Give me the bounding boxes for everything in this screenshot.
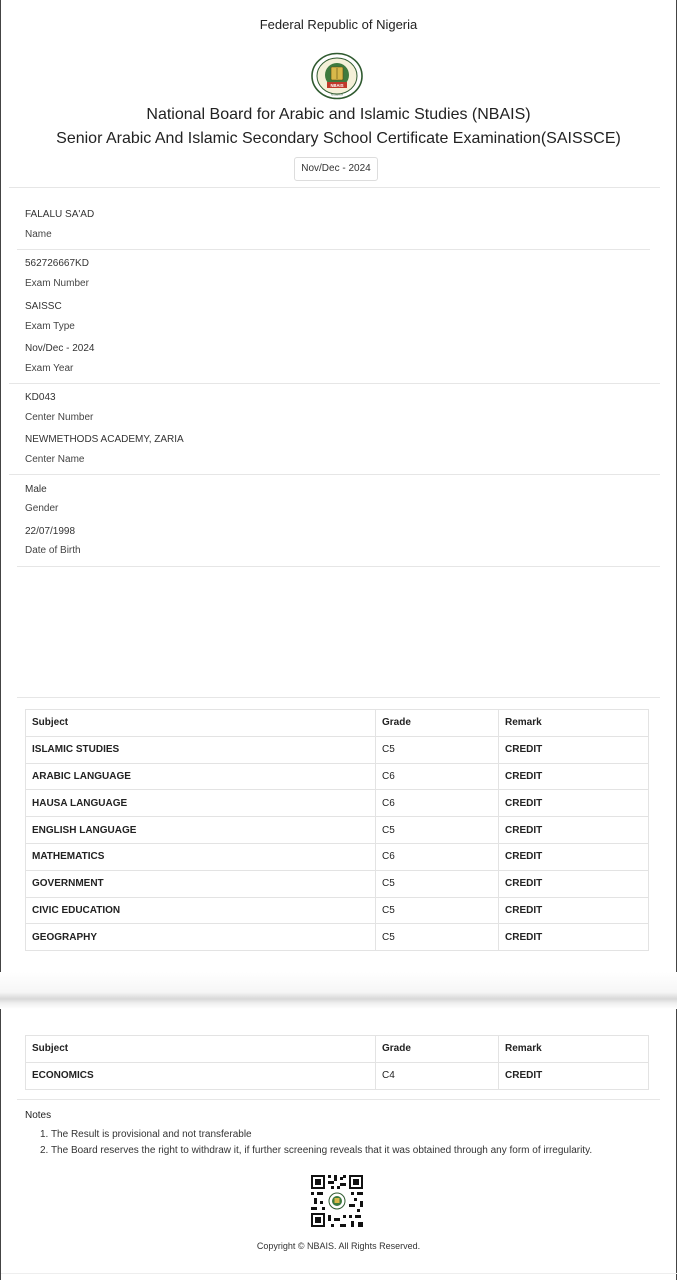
- remark-cell: CREDIT: [499, 817, 649, 844]
- notes-title: Notes: [25, 1110, 52, 1121]
- table-row: [26, 1062, 649, 1089]
- subject-cell: ARABIC LANGUAGE: [26, 763, 376, 790]
- table-row: [26, 763, 649, 790]
- subject-header: Subject: [26, 710, 376, 737]
- subject-cell: ENGLISH LANGUAGE: [26, 817, 376, 844]
- divider: [1, 1273, 677, 1274]
- exam-type-value: SAISSC: [25, 301, 62, 312]
- remark-cell: CREDIT: [499, 924, 649, 951]
- exam-number-value: 562726667KD: [25, 258, 89, 269]
- logo-footer-text: NIGERIA: [330, 92, 344, 97]
- grade-header: Grade: [376, 1036, 499, 1063]
- grade-cell: C6: [376, 843, 499, 870]
- copyright-text: Copyright © NBAIS. All Rights Reserved.: [256, 1241, 421, 1251]
- subject-cell: CIVIC EDUCATION: [26, 897, 376, 924]
- grade-cell: C6: [376, 763, 499, 790]
- subject-cell: GEOGRAPHY: [26, 924, 376, 951]
- exam-year-value: Nov/Dec - 2024: [25, 343, 95, 354]
- note-item-1: 1. The Result is provisional and not transferable: [40, 1129, 252, 1140]
- table-header-row: [26, 710, 649, 737]
- grade-cell: C5: [376, 897, 499, 924]
- qr-code-icon: [310, 1174, 364, 1228]
- dob-label: Date of Birth: [25, 545, 81, 556]
- dob-value: 22/07/1998: [25, 526, 76, 537]
- remark-cell: CREDIT: [499, 763, 649, 790]
- gender-label: Gender: [25, 503, 59, 514]
- remark-header: Remark: [499, 710, 649, 737]
- logo-text: NBAIS: [330, 82, 344, 88]
- candidate-name-label: Name: [25, 229, 52, 240]
- result-page-2: [0, 1009, 677, 1280]
- divider: [9, 474, 660, 475]
- table-row: [26, 897, 649, 924]
- exam-year-label: Exam Year: [25, 363, 74, 374]
- remark-header: Remark: [499, 1036, 649, 1063]
- subject-cell: ECONOMICS: [26, 1062, 376, 1089]
- remark-cell: CREDIT: [499, 736, 649, 763]
- divider: [9, 383, 660, 384]
- exam-number-label: Exam Number: [25, 278, 89, 289]
- grade-cell: C5: [376, 736, 499, 763]
- session-badge: Nov/Dec - 2024: [294, 157, 378, 181]
- divider: [9, 187, 660, 188]
- table-row: [26, 736, 649, 763]
- table-row: [26, 870, 649, 897]
- table-row: [26, 924, 649, 951]
- divider: [17, 697, 660, 698]
- grade-header: Grade: [376, 710, 499, 737]
- table-header-row: [26, 1036, 649, 1063]
- subject-cell: GOVERNMENT: [26, 870, 376, 897]
- candidate-name-value: FALALU SA'AD: [25, 209, 95, 220]
- center-name-label: Center Name: [25, 454, 85, 465]
- remark-cell: CREDIT: [499, 870, 649, 897]
- grade-cell: C5: [376, 817, 499, 844]
- grade-cell: C6: [376, 790, 499, 817]
- page-break: [0, 972, 677, 1009]
- subject-header: Subject: [26, 1036, 376, 1063]
- results-table-continued: [25, 1035, 649, 1090]
- exam-type-label: Exam Type: [25, 321, 75, 332]
- gender-value: Male: [25, 484, 47, 495]
- grade-cell: C5: [376, 870, 499, 897]
- remark-cell: CREDIT: [499, 1062, 649, 1089]
- divider: [17, 566, 660, 567]
- subject-cell: HAUSA LANGUAGE: [26, 790, 376, 817]
- subject-cell: MATHEMATICS: [26, 843, 376, 870]
- table-row: [26, 817, 649, 844]
- divider: [17, 249, 650, 250]
- board-name: National Board for Arabic and Islamic Studies (NBAIS): [146, 106, 531, 123]
- note-item-2: 2. The Board reserves the right to withdraw it, if further screening reveals that it was obtained through any form of irregularity.: [40, 1145, 593, 1156]
- grade-cell: C5: [376, 924, 499, 951]
- subject-cell: ISLAMIC STUDIES: [26, 736, 376, 763]
- grade-cell: C4: [376, 1062, 499, 1089]
- center-number-label: Center Number: [25, 412, 94, 423]
- center-number-value: KD043: [25, 392, 56, 403]
- nbais-seal-logo: [310, 52, 364, 100]
- remark-cell: CREDIT: [499, 897, 649, 924]
- table-row: [26, 843, 649, 870]
- results-table: [25, 709, 649, 951]
- divider: [17, 1099, 660, 1100]
- table-row: [26, 790, 649, 817]
- exam-title: Senior Arabic And Islamic Secondary School Certificate Examination(SAISSCE): [56, 130, 621, 147]
- country-title: Federal Republic of Nigeria: [259, 17, 418, 32]
- remark-cell: CREDIT: [499, 843, 649, 870]
- remark-cell: CREDIT: [499, 790, 649, 817]
- center-name-value: NEWMETHODS ACADEMY, ZARIA: [25, 434, 184, 445]
